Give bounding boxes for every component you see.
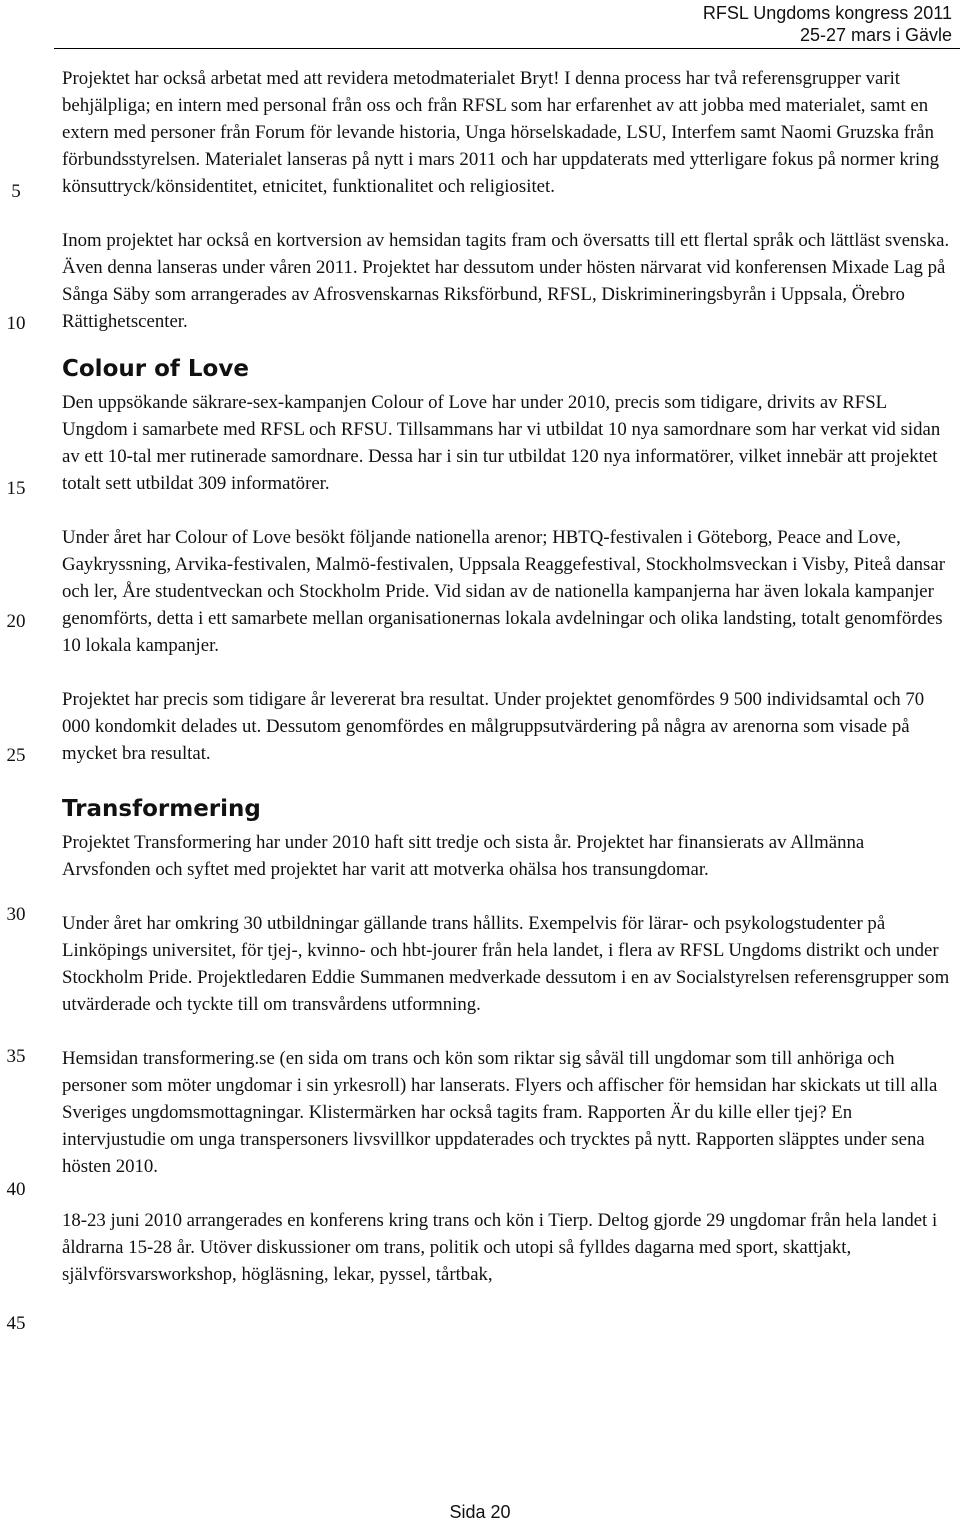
paragraph-colour-of-love-arenor: Under året har Colour of Love besökt följande nationella arenor; HBTQ-festivalen i Göteborg, Peace and Love, Gaykryssning, Arvika-festivalen, Malmö-festivalen, Uppsala Reaggefestival, Stockholmsveckan i Visby, Piteå dansar och ler, Åre studentveckan och Stockholm Pride. Vid sidan av de nationella kampanjerna har även lokala kampanjer genomförts, detta i ett samarbete mellan organisationernas lokala avdelningar och olika landsting, totalt genomfördes 10 lokala kampanjer. xyxy=(62,527,945,656)
paragraph-transformering-utbildningar: Under året har omkring 30 utbildningar gällande trans hållits. Exempelvis för lärar- och psykologstudenter på Linköpings universitet, för tjej-, kvinno- och hbt-jourer från hela landet, i flera av RFSL Ungdoms distrikt och under Stockholm Pride. Projektledaren Eddie Summanen medverkade dessutom i en av Socialstyrelsen referensgrupper som utvärderade och tyckte till om transvårdens utformning. xyxy=(62,913,950,1015)
line-number: 10 xyxy=(6,313,26,334)
paragraph-colour-of-love-resultat: Projektet har precis som tidigare år levererat bra resultat. Under projektet genomfördes 9 500 individsamtal och 70 000 kondomkit delades ut. Dessutom genomfördes en målgruppsutvärdering på några av arenorna som visade på mycket bra resultat. xyxy=(62,689,925,764)
paragraph-transformering-intro: Projektet Transformering har under 2010 haft sitt tredje och sista år. Projektet har finansierats av Allmänna Arvsfonden och syftet med projektet har varit att motverka ohälsa hos transungdomar. xyxy=(62,832,865,880)
line-number: 20 xyxy=(6,611,26,632)
line-number: 25 xyxy=(6,745,26,766)
paragraph-transformering-konferens: 18-23 juni 2010 arrangerades en konferens kring trans och kön i Tierp. Deltog gjorde 29 ungdomar från hela landet i åldrarna 15-28 år. Utöver diskussioner om trans, politik och utopi så fylldes dagarna med sport, skattjakt, självförsvarsworkshop, högläsning, lekar, pyssel, tårtbak, xyxy=(62,1210,938,1285)
line-number: 15 xyxy=(6,478,26,499)
line-number: 30 xyxy=(6,904,26,925)
page-header xyxy=(703,2,952,46)
paragraph-bryt: Projektet har också arbetat med att revidera metodmaterialet Bryt! I denna process har två referensgrupper varit behjälpliga; en intern med personal från oss och från RFSL som har erfarenhet av att jobba med materialet, samt en extern med personer från Forum för levande historia, Unga hörselskadade, LSU, Interfem samt Naomi Gruzska från förbundsstyrelsen. Materialet lanseras på nytt i mars 2011 och har uppdaterats med ytterligare fokus på normer kring könsuttryck/könsidentitet, etnicitet, funktionalitet och religiositet. xyxy=(62,68,940,197)
page-footer: Sida 20 xyxy=(449,1502,511,1522)
header-title: RFSL Ungdoms kongress 2011 xyxy=(702,3,952,23)
paragraph-colour-of-love-intro: Den uppsökande säkrare-sex-kampanjen Colour of Love har under 2010, precis som tidigare, drivits av RFSL Ungdom i samarbete med RFSL och RFSU. Tillsammans har vi utbildat 10 nya samordnare som har verkat vid sidan av ett 10-tal mer rutinerade samordnare. Dessa har i sin tur utbildat 120 nya informatörer, vilket innebär att projektet totalt sett utbildat 309 informatörer. xyxy=(62,392,941,494)
line-number: 40 xyxy=(6,1179,26,1200)
document-body xyxy=(62,65,955,1288)
line-number: 5 xyxy=(11,181,21,202)
header-date: 25-27 mars i Gävle xyxy=(799,25,952,45)
section-heading-transformering: Transformering xyxy=(62,796,261,822)
section-heading-colour-of-love: Colour of Love xyxy=(62,356,249,382)
paragraph-transformering-hemsida: Hemsidan transformering.se (en sida om trans och kön som riktar sig såväl till ungdomar som till anhöriga och personer som möter ungdomar i sin yrkesroll) har lanserats. Flyers och affischer för hemsidan har skickats ut till alla Sveriges ungdomsmottagningar. Klistermärken har också tagits fram. Rapporten Är du kille eller tjej? En intervjustudie om unga transpersoners livsvillkor uppdaterades och trycktes på nytt. Rapporten släpptes under sena hösten 2010. xyxy=(62,1048,938,1177)
line-number: 45 xyxy=(6,1313,26,1334)
header-rule xyxy=(54,48,960,49)
paragraph-kortversion: Inom projektet har också en kortversion av hemsidan tagits fram och översatts till ett flertal språk och lättläst svenska. Även denna lanseras under våren 2011. Projektet har dessutom under hösten närvarat vid konferensen Mixade Lag på Sånga Säby som arrangerades av Afrosvenskarnas Riksförbund, RFSL, Diskrimineringsbyrån i Uppsala, Örebro Rättighetscenter. xyxy=(62,230,950,332)
line-number: 35 xyxy=(6,1046,26,1067)
